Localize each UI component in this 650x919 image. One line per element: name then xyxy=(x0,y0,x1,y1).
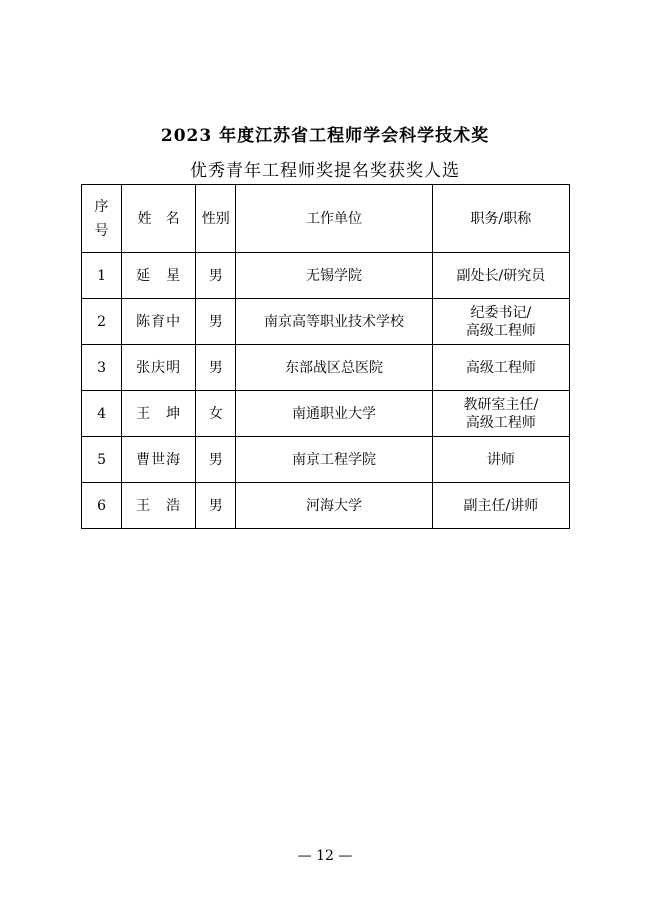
cell-no: 1 xyxy=(82,253,122,299)
cell-position xyxy=(432,253,569,299)
cell-no: 4 xyxy=(82,391,122,437)
cell-position xyxy=(432,437,569,483)
award-table xyxy=(81,184,570,529)
table-row xyxy=(82,253,570,299)
cell-unit: 南京工程学院 xyxy=(236,437,432,483)
cell-gender: 男 xyxy=(196,437,236,483)
cell-position-line1: 教研室主任/ xyxy=(463,396,539,413)
cell-no: 2 xyxy=(82,299,122,345)
cell-position xyxy=(432,483,569,529)
cell-unit: 南京高等职业技术学校 xyxy=(236,299,432,345)
cell-position-line2: 高级工程师 xyxy=(465,322,536,339)
cell-position-line2: 高级工程师 xyxy=(465,414,536,431)
table-header xyxy=(82,185,570,253)
cell-gender: 男 xyxy=(196,345,236,391)
cell-gender: 男 xyxy=(196,483,236,529)
table-row xyxy=(82,437,570,483)
header-unit: 工作单位 xyxy=(236,185,432,253)
header-no-line1: 序 xyxy=(94,198,109,215)
cell-name: 延 星 xyxy=(122,253,196,299)
table-row xyxy=(82,391,570,437)
cell-position-line1: 副处长/研究员 xyxy=(456,267,546,284)
cell-gender: 女 xyxy=(196,391,236,437)
header-position: 职务/职称 xyxy=(432,185,569,253)
cell-gender: 男 xyxy=(196,253,236,299)
header-row xyxy=(82,185,570,253)
table-row xyxy=(82,345,570,391)
document-title-line1: 2023 年度江苏省工程师学会科学技术奖 xyxy=(160,126,490,146)
cell-position xyxy=(432,345,569,391)
table-row xyxy=(82,299,570,345)
cell-position xyxy=(432,391,569,437)
cell-name: 王 坤 xyxy=(122,391,196,437)
cell-unit: 南通职业大学 xyxy=(236,391,432,437)
cell-position xyxy=(432,299,569,345)
cell-name: 曹世海 xyxy=(122,437,196,483)
cell-position-line1: 讲师 xyxy=(486,451,515,468)
cell-position-line1: 副主任/讲师 xyxy=(463,497,539,514)
cell-position-line1: 纪委书记/ xyxy=(470,304,532,321)
cell-position-line1: 高级工程师 xyxy=(465,359,536,376)
page-number: — 12 — xyxy=(297,848,353,864)
cell-name: 陈育中 xyxy=(122,299,196,345)
document-title-line2: 优秀青年工程师奖提名奖获奖人选 xyxy=(190,161,460,181)
cell-unit: 无锡学院 xyxy=(236,253,432,299)
cell-name: 王 浩 xyxy=(122,483,196,529)
cell-unit: 东部战区总医院 xyxy=(236,345,432,391)
cell-unit: 河海大学 xyxy=(236,483,432,529)
cell-gender: 男 xyxy=(196,299,236,345)
cell-no: 3 xyxy=(82,345,122,391)
cell-no: 6 xyxy=(82,483,122,529)
header-no xyxy=(82,185,122,253)
cell-name: 张庆明 xyxy=(122,345,196,391)
header-gender: 性别 xyxy=(196,185,236,253)
header-name: 姓 名 xyxy=(122,185,196,253)
table-body xyxy=(82,253,570,529)
header-no-line2: 号 xyxy=(94,222,109,239)
table-row xyxy=(82,483,570,529)
cell-no: 5 xyxy=(82,437,122,483)
